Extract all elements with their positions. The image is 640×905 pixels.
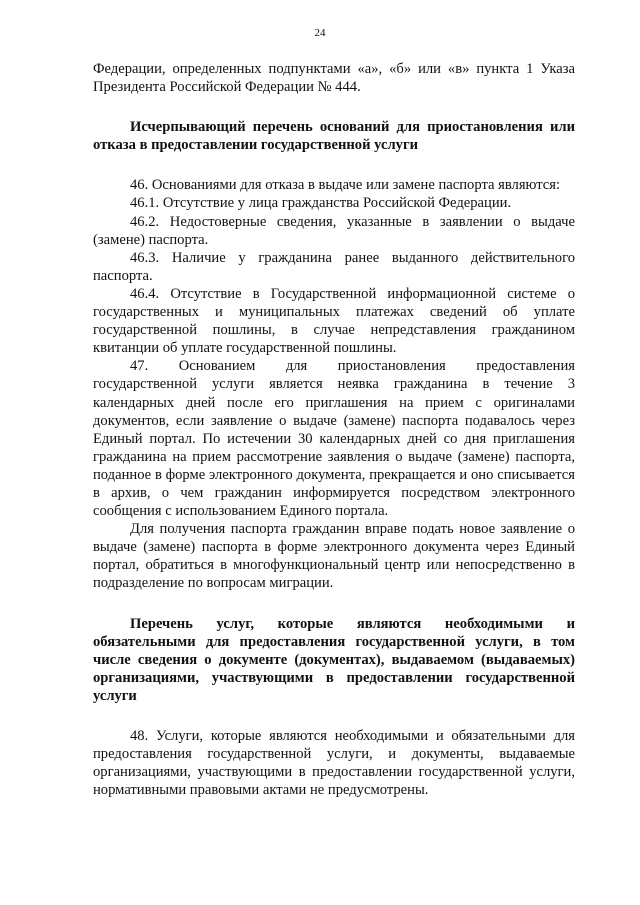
page-number: 24: [314, 27, 326, 39]
paragraph-47: 47. Основанием для приостановления предоставления государственной услуги является неявка гражданина в течение 3 календарных дней после его приглашения на прием с оригиналами документов, если заявление о выдаче (замене) паспорта подавалось через Единый портал. По истечении 30 календарных дней со дня приглашения гражданина на прием рассмотрение заявления о выдаче (замене) паспорта, поданное в форме электронного документа, прекращается и оно списывается в архив, о чем гражданин информируется посредством электронного сообщения с использованием Единого портала.: [93, 358, 575, 520]
document-body: [93, 60, 575, 799]
paragraph-46: 46. Основаниями для отказа в выдаче или замене паспорта являются:: [130, 177, 561, 194]
section-heading-grounds: Исчерпывающий перечень оснований для приостановления или отказа в предоставлении государственной услуги: [93, 119, 575, 154]
paragraph-46-4: 46.4. Отсутствие в Государственной информационной системе о государственных и муниципальных платежах сведений об уплате государственной пошлины, в случае непредставления гражданином квитанции об уплате государственной пошлины.: [93, 285, 575, 357]
paragraph-46-1: 46.1. Отсутствие у лица гражданства Российской Федерации.: [130, 195, 512, 212]
paragraph-46-3: 46.3. Наличие у гражданина ранее выданного действительного паспорта.: [93, 249, 575, 284]
paragraph-46-2: 46.2. Недостоверные сведения, указанные в заявлении о выдаче (замене) паспорта.: [93, 213, 575, 248]
paragraph-47-new-application: Для получения паспорта гражданин вправе подать новое заявление о выдаче (замене) паспорта в форме электронного документа через Единый портал, обратиться в многофункциональный центр или непосредственно в подразделение по вопросам миграции.: [93, 521, 575, 592]
section-heading-services: Перечень услуг, которые являются необходимыми и обязательными для предоставления государственной услуги, в том числе сведения о документе (документах), выдаваемом (выдаваемых) организациями, участвующими в предоставлении государственной услуги: [93, 615, 575, 704]
intro-paragraph: Федерации, определенных подпунктами «а», «б» или «в» пункта 1 Указа Президента Российской Федерации № 444.: [93, 61, 575, 96]
paragraph-48: 48. Услуги, которые являются необходимыми и обязательными для предоставления государственной услуги, и документы, выдаваемые организациями, участвующими в предоставлении государственной услуги, нормативными правовыми актами не предусмотрены.: [93, 728, 575, 799]
